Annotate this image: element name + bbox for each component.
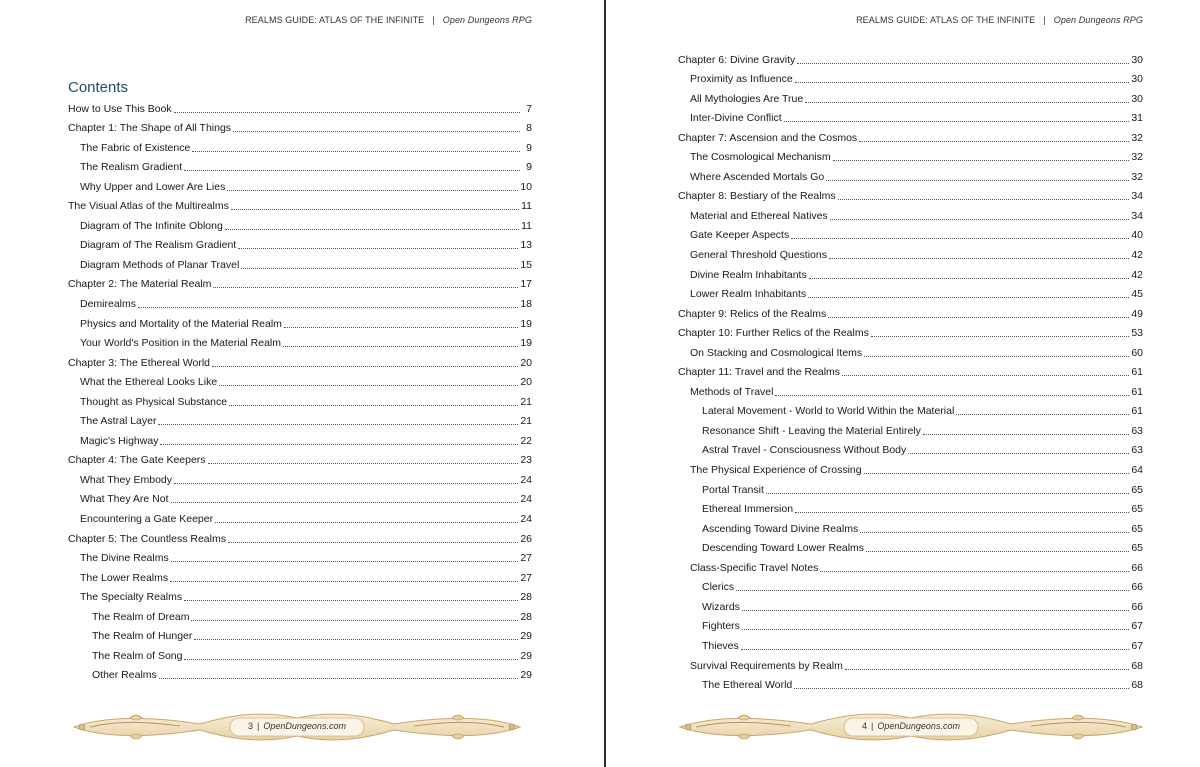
header-title: REALMS GUIDE: ATLAS OF THE INFINITE [856,15,1036,25]
toc-entry-page: 67 [1131,620,1143,633]
toc-entry-title: The Realm of Song [92,649,183,662]
toc-entry[interactable] [68,293,532,313]
toc-entry[interactable] [68,196,532,216]
toc-entry[interactable] [68,391,532,411]
dot-leader [184,659,518,660]
toc-entry[interactable] [678,440,1143,460]
dot-leader [238,248,518,249]
toc-entry[interactable] [68,469,532,489]
toc-entry[interactable] [678,557,1143,577]
dot-leader [213,287,518,288]
toc-entry[interactable] [678,362,1143,382]
toc-entry[interactable] [68,313,532,333]
toc-entry-page: 40 [1131,229,1143,242]
dot-leader [283,346,518,347]
toc-entry-title: General Threshold Questions [690,249,827,262]
toc-entry[interactable] [678,675,1143,695]
header-separator: | [1043,15,1046,25]
toc-entry-page: 13 [520,239,532,252]
dot-leader [233,131,520,132]
dot-leader [908,453,1129,454]
toc-entry-title: Physics and Mortality of the Material Realm [80,317,282,330]
toc-entry-title: Chapter 6: Divine Gravity [678,53,796,66]
toc-entry-page: 29 [520,630,532,643]
toc-entry-title: The Realm of Dream [92,610,190,623]
toc-entry-page: 53 [1131,327,1143,340]
toc-entry[interactable] [68,254,532,274]
toc-entry-page: 28 [520,610,532,623]
toc-entry-title: Chapter 9: Relics of the Realms [678,307,827,320]
toc-entry-page: 30 [1131,73,1143,86]
toc-entry-page: 26 [520,532,532,545]
toc-entry-page: 9 [526,141,532,154]
toc-entry[interactable] [68,274,532,294]
toc-entry-page: 49 [1131,307,1143,320]
toc-entry[interactable] [678,381,1143,401]
dot-leader [864,356,1129,357]
toc-entry-page: 24 [520,473,532,486]
toc-entry-page: 20 [520,376,532,389]
toc-entry-title: The Divine Realms [80,552,169,565]
table-of-contents [678,49,1143,694]
toc-entry-page: 34 [1131,209,1143,222]
dot-leader [795,512,1129,513]
toc-entry-title: Ascending Toward Divine Realms [702,522,859,535]
toc-entry[interactable] [678,88,1143,108]
toc-entry-page: 30 [1131,92,1143,105]
toc-entry-page: 61 [1131,405,1143,418]
toc-entry-page: 61 [1131,385,1143,398]
toc-entry-page: 63 [1131,444,1143,457]
dot-leader [794,688,1129,689]
toc-entry[interactable] [678,69,1143,89]
page-header [245,15,532,25]
toc-entry-page: 19 [520,337,532,350]
header-subtitle: Open Dungeons RPG [442,15,532,25]
dot-leader [184,600,518,601]
toc-entry-page: 29 [520,649,532,662]
toc-entry[interactable] [68,626,532,646]
toc-entry[interactable] [68,489,532,509]
toc-entry-title: The Specialty Realms [80,591,183,604]
toc-entry[interactable] [68,98,532,118]
toc-entry-title: All Mythologies Are True [690,92,804,105]
toc-entry-page: 34 [1131,190,1143,203]
right-page [606,0,1200,767]
dot-leader [227,190,518,191]
dot-leader [809,278,1130,279]
toc-entry-title: Methods of Travel [690,385,774,398]
toc-entry-page: 28 [520,591,532,604]
footer-separator: | [871,721,874,731]
toc-entry-title: The Astral Layer [80,415,157,428]
toc-entry-page: 27 [520,552,532,565]
page-footer [676,704,1146,750]
header-title: REALMS GUIDE: ATLAS OF THE INFINITE [245,15,425,25]
toc-entry-page: 20 [520,356,532,369]
dot-leader [194,639,518,640]
dot-leader [826,180,1129,181]
toc-entry-title: Lower Realm Inhabitants [690,288,807,301]
toc-entry[interactable] [678,420,1143,440]
toc-entry-title: Clerics [702,581,735,594]
toc-entry-title: Class-Specific Travel Notes [690,561,819,574]
toc-entry[interactable] [678,147,1143,167]
toc-entry-title: Chapter 7: Ascension and the Cosmos [678,131,858,144]
dot-leader [138,307,518,308]
toc-entry-page: 15 [520,258,532,271]
dot-leader [828,317,1129,318]
toc-entry[interactable] [678,459,1143,479]
toc-entry-page: 65 [1131,483,1143,496]
toc-entry-page: 24 [520,513,532,526]
dot-leader [736,590,1129,591]
dot-leader [159,678,519,679]
dot-leader [184,170,520,171]
toc-entry-title: Diagram of The Infinite Oblong [80,219,223,232]
toc-entry-title: Fighters [702,620,740,633]
dot-leader [158,424,518,425]
dot-leader [219,385,518,386]
dot-leader [171,561,519,562]
dot-leader [212,366,518,367]
dot-leader [864,473,1130,474]
toc-entry-title: Encountering a Gate Keeper [80,513,214,526]
dot-leader [160,444,518,445]
dot-leader [208,463,519,464]
toc-entry[interactable] [678,499,1143,519]
toc-entry-page: 18 [520,298,532,311]
toc-entry-page: 9 [526,161,532,174]
toc-entry-page: 23 [520,454,532,467]
toc-entry-page: 68 [1131,659,1143,672]
toc-entry[interactable] [678,655,1143,675]
toc-entry-title: Your World's Position in the Material Realm [80,337,282,350]
toc-entry-page: 61 [1131,366,1143,379]
toc-entry-page: 31 [1131,112,1143,125]
toc-entry-title: What They Are Not [80,493,169,506]
toc-entry-title: Diagram Methods of Planar Travel [80,258,240,271]
dot-leader [845,669,1129,670]
toc-entry-page: 67 [1131,639,1143,652]
toc-entry[interactable] [68,665,532,685]
dot-leader [838,199,1130,200]
toc-entry[interactable] [68,176,532,196]
dot-leader [784,121,1130,122]
toc-entry-title: Chapter 3: The Ethereal World [68,356,211,369]
toc-entry-title: Wizards [702,600,740,613]
toc-entry-page: 21 [520,395,532,408]
toc-entry[interactable] [678,49,1143,69]
dot-leader [191,620,518,621]
dot-leader [171,502,519,503]
toc-entry[interactable] [678,518,1143,538]
toc-entry-page: 19 [520,317,532,330]
toc-entry-title: Chapter 5: The Countless Realms [68,532,226,545]
toc-entry-title: Ethereal Immersion [702,503,794,516]
dot-leader [775,395,1129,396]
toc-entry-title: Astral Travel - Consciousness Without Body [702,444,907,457]
toc-entry-title: Chapter 1: The Shape of All Things [68,122,232,135]
toc-entry-page: 65 [1131,503,1143,516]
dot-leader [833,160,1130,161]
toc-entry-page: 24 [520,493,532,506]
toc-entry-page: 29 [520,669,532,682]
toc-entry[interactable] [678,166,1143,186]
toc-entry-page: 32 [1131,151,1143,164]
toc-entry[interactable] [68,215,532,235]
toc-entry-title: The Realism Gradient [80,161,183,174]
toc-entry-page: 32 [1131,170,1143,183]
toc-entry-title: What the Ethereal Looks Like [80,376,218,389]
toc-entry-page: 60 [1131,346,1143,359]
dot-leader [215,522,518,523]
dot-leader [956,414,1129,415]
toc-entry[interactable] [678,264,1143,284]
dot-leader [795,82,1130,83]
toc-entry-title: Where Ascended Mortals Go [690,170,825,183]
toc-entry-title: Survival Requirements by Realm [690,659,843,672]
footer-text [676,721,1146,731]
toc-entry-title: The Fabric of Existence [80,141,191,154]
dot-leader [766,493,1129,494]
dot-leader [871,336,1129,337]
toc-entry[interactable] [678,186,1143,206]
dot-leader [829,258,1129,259]
dot-leader [842,375,1129,376]
toc-entry-title: Resonance Shift - Leaving the Material Entirely [702,424,921,437]
dot-leader [241,268,518,269]
toc-entry-title: The Visual Atlas of the Multirealms [68,200,229,213]
toc-entry-page: 65 [1131,542,1143,555]
toc-entry[interactable] [68,645,532,665]
toc-entry-page: 63 [1131,424,1143,437]
toc-entry-title: Chapter 8: Bestiary of the Realms [678,190,836,203]
footer-text [70,721,524,731]
dot-leader [923,434,1129,435]
toc-entry[interactable] [68,528,532,548]
toc-entry[interactable] [678,538,1143,558]
toc-entry[interactable] [68,587,532,607]
toc-entry-page: 66 [1131,561,1143,574]
toc-entry[interactable] [678,635,1143,655]
page-footer [70,704,524,750]
toc-entry[interactable] [678,127,1143,147]
dot-leader [791,238,1129,239]
dot-leader [860,532,1129,533]
toc-entry-title: Diagram of The Realism Gradient [80,239,237,252]
toc-entry-title: The Realm of Hunger [92,630,193,643]
toc-entry-title: Portal Transit [702,483,764,496]
dot-leader [808,297,1129,298]
toc-entry-title: Lateral Movement - World to World Within the Material [702,405,955,418]
toc-entry[interactable] [678,479,1143,499]
toc-entry-title: Other Realms [92,669,157,682]
toc-entry-title: What They Embody [80,473,173,486]
toc-entry-page: 64 [1131,464,1143,477]
toc-entry-title: Demirealms [80,298,137,311]
toc-entry[interactable] [68,118,532,138]
toc-entry-title: Descending Toward Lower Realms [702,542,865,555]
toc-entry-title: The Lower Realms [80,571,169,584]
toc-entry-title: The Ethereal World [702,679,793,692]
toc-entry-page: 11 [521,200,532,213]
toc-entry-page: 11 [521,219,532,232]
toc-entry-page: 7 [526,102,532,115]
toc-entry-title: Chapter 10: Further Relics of the Realms [678,327,869,340]
toc-entry-page: 22 [520,434,532,447]
toc-entry-title: Inter-Divine Conflict [690,112,782,125]
toc-entry-page: 30 [1131,53,1143,66]
toc-entry[interactable] [68,235,532,255]
dot-leader [229,405,518,406]
dot-leader [174,112,520,113]
toc-entry[interactable] [68,430,532,450]
toc-entry-page: 27 [520,571,532,584]
table-of-contents [68,98,532,684]
dot-leader [830,219,1130,220]
dot-leader [192,151,520,152]
dot-leader [174,483,518,484]
toc-entry-title: Thought as Physical Substance [80,395,228,408]
footer-site-link[interactable]: OpenDungeons.com [877,721,960,731]
toc-entry-title: On Stacking and Cosmological Items [690,346,863,359]
dot-leader [284,327,518,328]
dot-leader [231,209,519,210]
toc-entry[interactable] [678,225,1143,245]
toc-entry[interactable] [68,606,532,626]
toc-entry-page: 8 [526,122,532,135]
toc-entry[interactable] [68,137,532,157]
toc-entry[interactable] [68,548,532,568]
toc-entry-page: 65 [1131,522,1143,535]
toc-entry[interactable] [678,577,1143,597]
toc-entry-title: Material and Ethereal Natives [690,209,828,222]
toc-entry[interactable] [68,352,532,372]
dot-leader [805,102,1129,103]
dot-leader [742,629,1129,630]
toc-entry-title: Chapter 4: The Gate Keepers [68,454,206,467]
dot-leader [742,610,1129,611]
toc-entry-title: The Cosmological Mechanism [690,151,831,164]
toc-entry[interactable] [68,411,532,431]
toc-entry-page: 42 [1131,249,1143,262]
toc-entry[interactable] [678,303,1143,323]
toc-entry-page: 66 [1131,600,1143,613]
toc-entry[interactable] [678,616,1143,636]
toc-entry[interactable] [678,323,1143,343]
toc-entry-page: 68 [1131,679,1143,692]
toc-entry[interactable] [68,157,532,177]
toc-entry[interactable] [68,450,532,470]
toc-entry[interactable] [678,244,1143,264]
toc-entry-title: How to Use This Book [68,102,172,115]
toc-entry-title: Gate Keeper Aspects [690,229,790,242]
page-number: 3 [248,721,254,731]
dot-leader [866,551,1129,552]
toc-entry-title: Divine Realm Inhabitants [690,268,807,281]
toc-entry[interactable] [68,372,532,392]
toc-entry-page: 45 [1131,288,1143,301]
header-separator: | [432,15,435,25]
dot-leader [225,229,519,230]
footer-separator: | [257,721,260,731]
header-subtitle: Open Dungeons RPG [1053,15,1143,25]
toc-entry[interactable] [678,284,1143,304]
toc-entry-page: 32 [1131,131,1143,144]
toc-entry[interactable] [678,205,1143,225]
toc-entry[interactable] [68,333,532,353]
toc-entry-title: The Physical Experience of Crossing [690,464,862,477]
toc-entry-page: 42 [1131,268,1143,281]
dot-leader [797,63,1129,64]
toc-entry[interactable] [678,401,1143,421]
contents-heading: Contents [68,79,129,96]
page-number: 4 [862,721,868,731]
toc-entry-title: Magic's Highway [80,434,159,447]
toc-entry-title: Proximity as Influence [690,73,793,86]
dot-leader [228,542,518,543]
dot-leader [741,649,1130,650]
toc-entry-title: Chapter 11: Travel and the Realms [678,366,841,379]
toc-entry-page: 21 [520,415,532,428]
toc-entry[interactable] [68,508,532,528]
dot-leader [170,581,518,582]
dot-leader [859,141,1129,142]
toc-entry[interactable] [68,567,532,587]
toc-entry-page: 17 [520,278,532,291]
toc-entry-title: Chapter 2: The Material Realm [68,278,212,291]
toc-entry-page: 10 [520,180,532,193]
toc-entry-page: 66 [1131,581,1143,594]
toc-entry[interactable] [678,596,1143,616]
toc-entry-title: Why Upper and Lower Are Lies [80,180,226,193]
page-header [856,15,1143,25]
toc-entry-title: Thieves [702,639,739,652]
toc-entry[interactable] [678,342,1143,362]
dot-leader [820,571,1129,572]
toc-entry[interactable] [678,108,1143,128]
footer-site-link[interactable]: OpenDungeons.com [263,721,346,731]
